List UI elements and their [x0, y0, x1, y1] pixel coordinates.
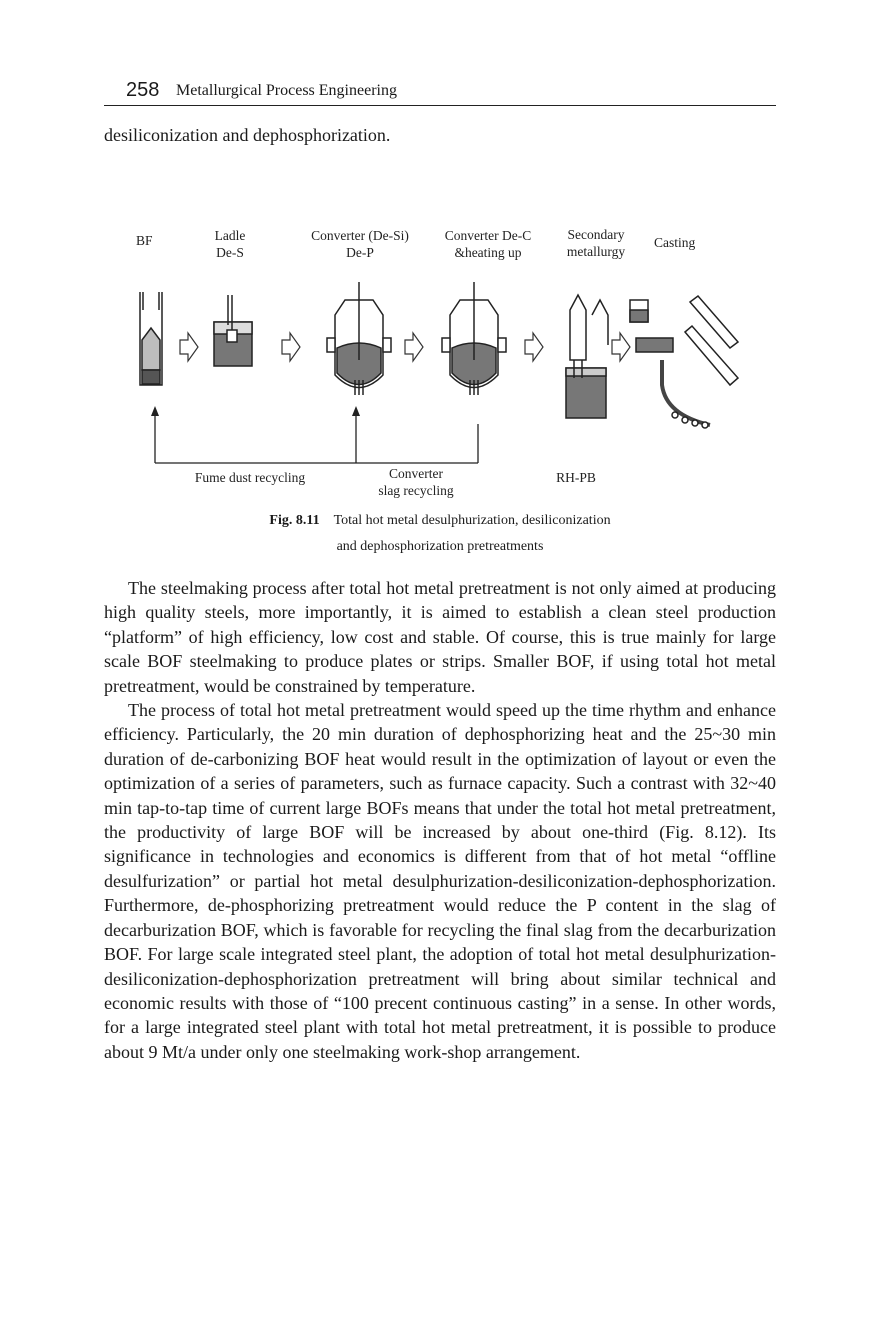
fume-dust-label: Fume dust recycling	[194, 470, 306, 485]
body-text	[104, 576, 776, 1064]
running-title: Metallurgical Process Engineering	[176, 82, 397, 99]
stage-label-ladle-sub: De-S	[216, 245, 244, 260]
stage-label-bf: BF	[136, 233, 153, 248]
rh-vessel-icon	[566, 295, 608, 418]
continued-text-line: desiliconization and dephosphorization.	[104, 125, 391, 145]
stage-label-ladle: Ladle	[214, 228, 246, 243]
figure-number: Fig. 8.11	[269, 513, 320, 528]
slag-recycle-label-2: slag recycling	[378, 483, 454, 498]
paragraph-2: The process of total hot metal pretreatment would speed up the time rhythm and enhance efficiency. Particularly, the 20 min duration of dephosphorizing heat and the 25~30 min duration of de-carbonizing BOF heat would result in the optimization of layout or even the optimization of a series of parameters, such as furnace capacity. Such a contrast with 32~40 min tap-to-tap time of current large BOFs means that under the total hot metal pretreatment, the productivity of large BOF will be increased by about one-third (Fig. 8.12). Its significance in technologies and economics is different from that of hot metal “offline desulfurization” or partial hot metal desulphurization-desiliconization-dephosphorization. Furthermore, de-phosphorizing pretreatment would reduce the P content in the slag of decarburization BOF, which is favorable for recycling the final slag from the decarburization BOF. For large scale integrated steel plant, the adoption of total hot metal desulphurization-desiliconization-dephosphorization pretreatment will bring about similar technical and economic results with those of “100 precent continuous casting” in a sense. In other words, for a large integrated steel plant with total hot metal pretreatment, it is possible to produce about 9 Mt/a under only one steelmaking work-shop arrangement.	[104, 700, 776, 1062]
stage-label-converter-dec-sub: &heating up	[454, 245, 522, 260]
figure-caption	[104, 508, 776, 560]
stage-label-converter-desi-sub: De-P	[346, 245, 374, 260]
caption-line-1	[104, 508, 776, 534]
process-flow-figure	[130, 220, 730, 505]
flow-arrow-5	[612, 333, 630, 361]
flow-arrow-4	[525, 333, 543, 361]
stage-label-secondary-sub: metallurgy	[566, 244, 626, 259]
rh-pb-label: RH-PB	[556, 470, 596, 485]
flow-arrow-1	[180, 333, 198, 361]
flow-arrow-2	[282, 333, 300, 361]
recycle-lines	[155, 414, 478, 463]
stage-label-converter-desi: Converter (De-Si)	[311, 228, 409, 243]
stage-label-converter-dec: Converter De-C	[444, 228, 532, 243]
ladle-icon	[214, 295, 252, 366]
page-header	[104, 78, 776, 106]
caption-text-1: Total hot metal desulphurization, desiliconization	[333, 513, 611, 528]
recycle-arrow-converter	[352, 406, 360, 416]
converter-dec-icon	[442, 282, 506, 395]
stage-label-casting: Casting	[654, 235, 696, 250]
flow-arrow-3	[405, 333, 423, 361]
recycle-arrow-bf	[151, 406, 159, 416]
caption-line-2: and dephosphorization pretreatments	[336, 539, 544, 554]
paragraph-1: The steelmaking process after total hot metal pretreatment is not only aimed at producing high quality steels, more importantly, it is aimed to establish a clean steel production “platform” of high efficiency, low cost and stable. Of course, this is true mainly for large scale BOF steelmaking to produce plates or strips. Smaller BOF, if using total hot metal pretreatment, would be constrained by temperature.	[104, 578, 776, 696]
caster-icon	[630, 296, 738, 428]
blast-furnace-icon	[140, 292, 162, 385]
converter-desi-icon	[327, 282, 391, 395]
page-number: 258	[126, 79, 160, 101]
slag-recycle-label-1: Converter	[389, 466, 443, 481]
stage-label-secondary: Secondary	[567, 227, 625, 242]
process-flow-diagram	[130, 220, 730, 505]
